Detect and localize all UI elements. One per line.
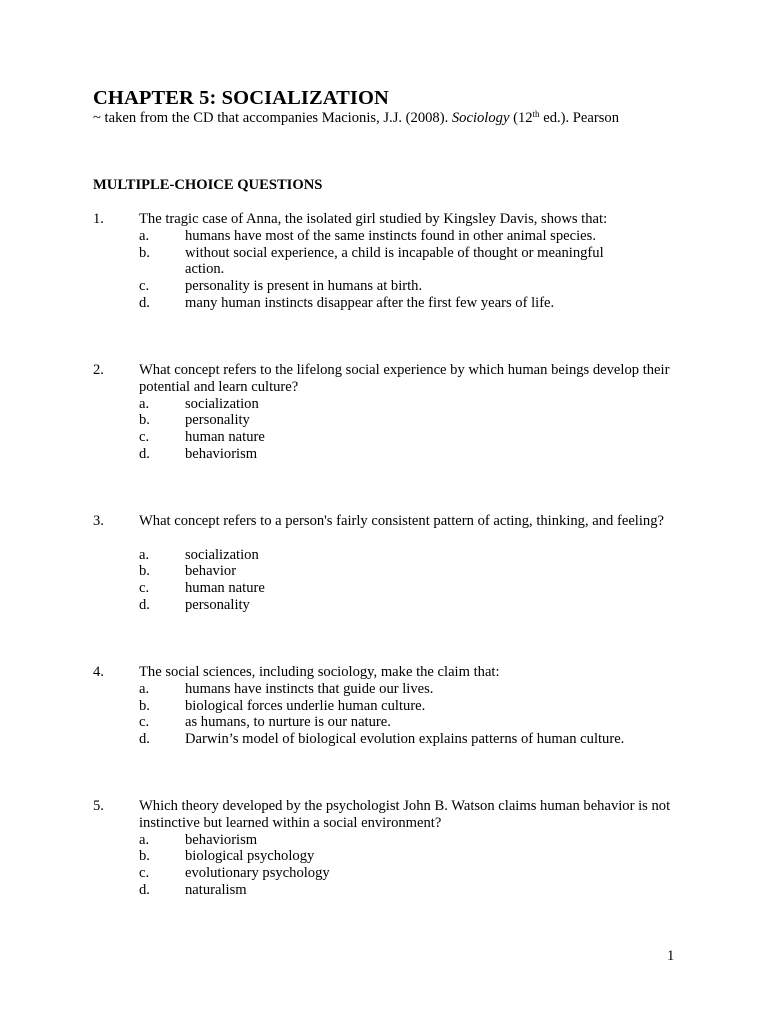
option-text: socialization: [185, 546, 259, 563]
option-letter: c.: [139, 865, 150, 882]
question-number: 3.: [93, 513, 104, 529]
option-a: [139, 547, 645, 564]
option-letter: a.: [139, 546, 150, 563]
source-edition-sup: th: [532, 109, 540, 119]
option-list: [139, 396, 645, 463]
option-letter: d.: [139, 294, 150, 311]
option-d: [139, 731, 705, 748]
option-letter: a.: [139, 227, 150, 244]
option-a: [139, 681, 705, 698]
option-text: many human instincts disappear after the first few years of life.: [185, 294, 555, 311]
source-edition-post: ed.). Pearson: [539, 110, 619, 126]
option-letter: c.: [139, 278, 150, 295]
option-d: [139, 295, 645, 312]
option-letter: b.: [139, 848, 150, 865]
option-letter: b.: [139, 412, 150, 429]
source-prefix: ~ taken from the CD that accompanies Macionis, J.J. (2008).: [93, 110, 452, 126]
option-d: [139, 446, 645, 463]
option-text: Darwin’s model of biological evolution explains patterns of human culture.: [185, 731, 625, 748]
option-letter: c.: [139, 429, 150, 446]
option-text: biological forces underlie human culture.: [185, 697, 426, 714]
option-b: [139, 412, 645, 429]
option-text: personality is present in humans at birth.: [185, 278, 423, 295]
question-stem: Which theory developed by the psychologist John B. Watson claims human behavior is not instinctive but learned within a social environment?: [139, 798, 671, 831]
option-letter: b.: [139, 244, 150, 261]
option-c: [139, 429, 645, 446]
option-text: human nature: [185, 580, 265, 597]
question-number: 1.: [93, 211, 104, 227]
option-b: [139, 848, 645, 865]
question-stem: What concept refers to a person's fairly consistent pattern of acting, thinking, and feeling?: [139, 513, 664, 529]
option-b: [139, 563, 645, 580]
option-a: [139, 228, 645, 245]
source-citation: [93, 109, 619, 127]
source-edition-pre: (12: [509, 110, 533, 126]
option-text: behaviorism: [185, 831, 258, 848]
option-text: humans have instincts that guide our lives.: [185, 680, 434, 697]
option-letter: a.: [139, 831, 150, 848]
question-number: 4.: [93, 664, 104, 680]
question-number: 2.: [93, 362, 104, 378]
chapter-title: CHAPTER 5: SOCIALIZATION: [93, 87, 389, 109]
option-c: [139, 865, 645, 882]
option-list: [139, 228, 645, 312]
option-text: humans have most of the same instincts found in other animal species.: [185, 227, 596, 244]
option-text: behavior: [185, 563, 237, 580]
option-letter: d.: [139, 881, 150, 898]
option-text: behaviorism: [185, 445, 258, 462]
section-heading: MULTIPLE-CHOICE QUESTIONS: [93, 177, 323, 193]
option-text: as humans, to nurture is our nature.: [185, 714, 391, 731]
option-b: [139, 698, 705, 715]
option-list: [139, 832, 645, 899]
option-a: [139, 396, 645, 413]
option-letter: d.: [139, 445, 150, 462]
option-a: [139, 832, 645, 849]
option-c: [139, 278, 645, 295]
option-list: [139, 547, 645, 614]
option-letter: a.: [139, 680, 150, 697]
option-text: socialization: [185, 395, 259, 412]
option-text: biological psychology: [185, 848, 315, 865]
option-text: naturalism: [185, 881, 247, 898]
option-letter: c.: [139, 714, 150, 731]
page-number: 1: [667, 948, 675, 964]
option-text: without social experience, a child is incapable of thought or meaningful action.: [185, 244, 604, 278]
option-c: [139, 580, 645, 597]
option-letter: d.: [139, 731, 150, 748]
option-b: [139, 245, 645, 279]
question-stem: The social sciences, including sociology, make the claim that:: [139, 664, 500, 680]
question-number: 5.: [93, 798, 104, 814]
option-c: [139, 714, 705, 731]
option-letter: b.: [139, 697, 150, 714]
option-text: personality: [185, 412, 250, 429]
question-stem: What concept refers to the lifelong social experience by which human beings develop their potential and learn culture?: [139, 362, 670, 395]
option-letter: a.: [139, 395, 150, 412]
option-text: evolutionary psychology: [185, 865, 330, 882]
option-list: [139, 681, 705, 748]
source-book-title: Sociology: [451, 110, 510, 126]
option-letter: d.: [139, 596, 150, 613]
option-d: [139, 882, 645, 899]
option-text: personality: [185, 596, 250, 613]
option-letter: c.: [139, 580, 150, 597]
question-stem: The tragic case of Anna, the isolated girl studied by Kingsley Davis, shows that:: [139, 211, 608, 227]
option-d: [139, 597, 645, 614]
option-letter: b.: [139, 563, 150, 580]
option-text: human nature: [185, 429, 265, 446]
